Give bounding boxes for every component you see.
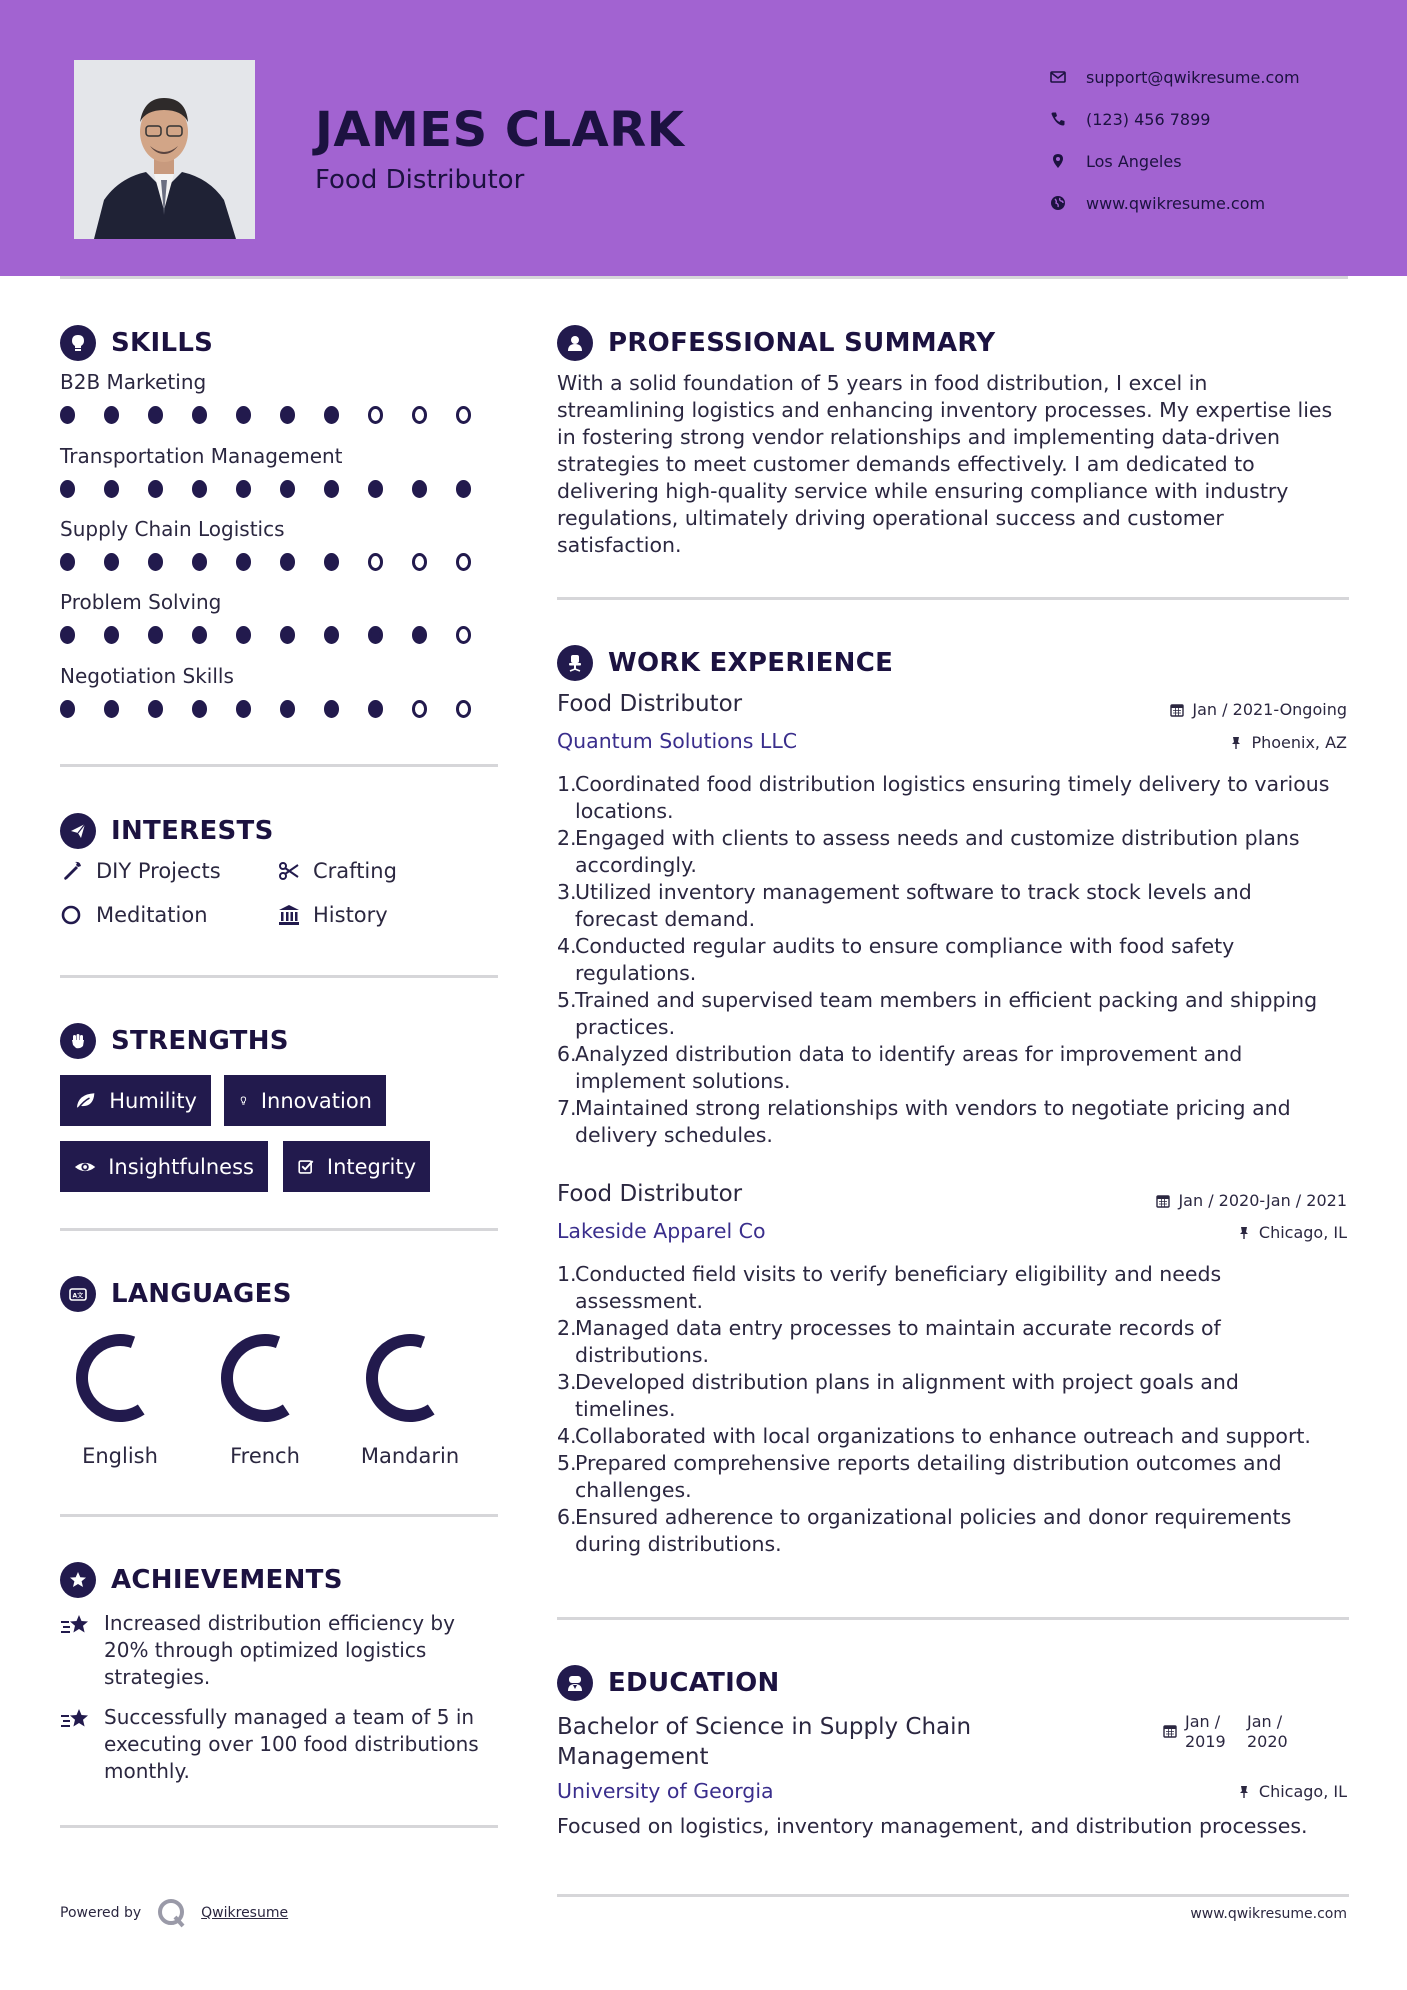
rating-dot-filled	[60, 406, 75, 424]
achievements-heading	[60, 1562, 343, 1598]
degree-line: Bachelor of Science in Supply Chain	[557, 1714, 972, 1740]
item-number: 6.	[557, 1505, 577, 1529]
rating-dot-filled	[104, 553, 119, 571]
language-item	[60, 1328, 180, 1468]
rating-dot-filled	[60, 480, 75, 498]
item-number: 3.	[557, 880, 577, 904]
job-location-text: Phoenix, AZ	[1251, 733, 1347, 752]
rating-dot-filled	[192, 553, 207, 571]
education-start	[1185, 1712, 1247, 1752]
powered-by-text: Powered by	[60, 1905, 142, 1921]
achievement-line: monthly.	[104, 1759, 190, 1783]
item-text	[575, 1423, 1311, 1450]
job-title: Food Distributor	[557, 1181, 743, 1207]
skill-rating	[60, 406, 500, 424]
section-divider	[557, 1617, 1349, 1620]
item-text	[575, 825, 1300, 879]
rating-dot-empty	[368, 553, 383, 571]
list-item	[557, 1041, 1347, 1095]
language-item	[205, 1328, 325, 1468]
interest-label: DIY Projects	[96, 859, 221, 883]
item-line: regulations.	[575, 961, 697, 985]
degree-line: Management	[557, 1744, 709, 1770]
item-line: implement solutions.	[575, 1069, 791, 1093]
rating-dot-filled	[192, 700, 207, 718]
skills-heading	[60, 325, 213, 361]
fist-icon	[60, 1023, 96, 1059]
strength-chip	[60, 1141, 268, 1192]
summary-line: streamlining logistics and enhancing inventory processes. My expertise lies	[557, 398, 1333, 422]
rating-dot-filled	[368, 626, 383, 644]
rating-dot-empty	[456, 626, 471, 644]
achievement-line: strategies.	[104, 1665, 211, 1689]
achievement-line: executing over 100 food distributions	[104, 1732, 479, 1756]
item-number: 5.	[557, 1451, 577, 1475]
lightbulb-icon	[238, 1089, 249, 1113]
qwikresume-logo-icon	[155, 1896, 189, 1930]
rating-dot-filled	[368, 480, 383, 498]
company-name[interactable]: Quantum Solutions LLC	[557, 729, 798, 753]
education-dates	[1163, 1712, 1288, 1752]
header-divider	[60, 276, 1348, 279]
summary-text	[557, 370, 1347, 559]
language-name: Mandarin	[360, 1444, 460, 1468]
section-divider	[60, 1825, 498, 1828]
item-line: Engaged with clients to assess needs and customize distribution plans	[575, 826, 1300, 850]
company-name[interactable]: Lakeside Apparel Co	[557, 1219, 766, 1243]
section-divider	[60, 975, 498, 978]
achievement-line: 20% through optimized logistics	[104, 1638, 427, 1662]
calendar-icon	[1156, 1194, 1170, 1208]
languages-heading	[60, 1276, 292, 1312]
rating-dot-filled	[412, 480, 427, 498]
item-text	[575, 1261, 1221, 1315]
date-part: 2019	[1185, 1732, 1226, 1751]
rating-dot-filled	[148, 480, 163, 498]
contact-website[interactable]	[1050, 182, 1390, 224]
footer-powered-by	[60, 1896, 288, 1930]
language-level-ring	[70, 1328, 170, 1428]
language-level-arc	[82, 1340, 141, 1416]
item-line: Trained and supervised team members in efficient packing and shipping	[575, 988, 1318, 1012]
strength-label: Humility	[109, 1088, 197, 1113]
rating-dot-filled	[236, 626, 251, 644]
languages-title: LANGUAGES	[111, 1279, 292, 1309]
strength-chip	[283, 1141, 430, 1192]
rating-dot-filled	[324, 700, 339, 718]
education-location	[1237, 1782, 1347, 1801]
rating-dot-filled	[324, 553, 339, 571]
item-text	[575, 1095, 1291, 1149]
interest-item	[277, 859, 397, 883]
pushpin-icon	[1229, 736, 1243, 750]
rating-dot-filled	[148, 553, 163, 571]
item-line: delivery schedules.	[575, 1123, 773, 1147]
rating-dot-filled	[236, 480, 251, 498]
shooting-star-icon	[60, 1706, 92, 1734]
pushpin-icon	[1237, 1226, 1251, 1240]
language-level-ring	[360, 1328, 460, 1428]
rating-dot-filled	[60, 626, 75, 644]
item-number: 3.	[557, 1370, 577, 1394]
item-text	[575, 1450, 1282, 1504]
item-text	[575, 1315, 1221, 1369]
section-divider	[557, 597, 1349, 600]
interest-item	[60, 903, 208, 927]
office-chair-icon	[557, 645, 593, 681]
achievement-text	[104, 1704, 479, 1785]
summary-title: PROFESSIONAL SUMMARY	[608, 328, 996, 358]
skill-row	[60, 370, 500, 424]
item-line: locations.	[575, 799, 674, 823]
section-divider	[60, 1228, 498, 1231]
rating-dot-filled	[324, 626, 339, 644]
rating-dot-filled	[280, 626, 295, 644]
list-item	[557, 933, 1347, 987]
degree-title	[557, 1712, 971, 1772]
education-location-text: Chicago, IL	[1258, 1782, 1347, 1801]
interests-title: INTERESTS	[111, 816, 274, 846]
job-location	[1237, 1223, 1347, 1242]
job-dates	[1156, 1191, 1347, 1210]
item-line: Conducted regular audits to ensure compliance with food safety	[575, 934, 1235, 958]
item-text	[575, 933, 1234, 987]
phone-icon	[1050, 111, 1086, 127]
check-square-icon	[297, 1155, 315, 1179]
candidate-title: Food Distributor	[315, 165, 525, 195]
contact-email[interactable]	[1050, 56, 1390, 98]
wrench-icon	[60, 859, 84, 883]
strength-chip	[224, 1075, 386, 1126]
list-item	[557, 825, 1347, 879]
circle-icon	[60, 903, 84, 927]
contact-phone-text: (123) 456 7899	[1086, 109, 1211, 129]
rating-dot-filled	[60, 700, 75, 718]
footer-url[interactable]: www.qwikresume.com	[1190, 1906, 1347, 1922]
rating-dot-filled	[192, 626, 207, 644]
globe-icon	[1050, 195, 1086, 211]
paper-plane-icon	[60, 813, 96, 849]
item-line: Developed distribution plans in alignment with project goals and	[575, 1370, 1239, 1394]
interest-item	[60, 859, 221, 883]
rating-dot-filled	[104, 406, 119, 424]
strength-label: Innovation	[260, 1088, 372, 1113]
list-item	[557, 1315, 1347, 1369]
skill-rating	[60, 553, 500, 571]
summary-heading	[557, 325, 995, 361]
achievement-item	[60, 1610, 500, 1691]
rating-dot-filled	[324, 406, 339, 424]
strength-label: Integrity	[326, 1154, 416, 1179]
education-heading	[557, 1665, 780, 1701]
achievement-text	[104, 1610, 455, 1691]
rating-dot-filled	[412, 626, 427, 644]
education-title: EDUCATION	[608, 1668, 780, 1698]
skill-rating	[60, 480, 500, 498]
calendar-icon	[1170, 703, 1184, 717]
item-text	[575, 1504, 1291, 1558]
list-item	[557, 1450, 1347, 1504]
job-title: Food Distributor	[557, 691, 743, 717]
rating-dot-filled	[148, 626, 163, 644]
interest-label: Meditation	[96, 903, 208, 927]
rating-dot-filled	[148, 700, 163, 718]
rating-dot-filled	[280, 553, 295, 571]
item-line: forecast demand.	[575, 907, 756, 931]
rating-dot-empty	[412, 553, 427, 571]
rating-dot-filled	[280, 700, 295, 718]
education-description: Focused on logistics, inventory management, and distribution processes.	[557, 1814, 1308, 1838]
interest-label: Crafting	[313, 859, 397, 883]
rating-dot-filled	[192, 480, 207, 498]
user-icon	[557, 325, 593, 361]
date-part: 2020	[1247, 1732, 1288, 1751]
interest-item	[277, 903, 388, 927]
achievement-line: Increased distribution efficiency by	[104, 1611, 455, 1635]
skill-name: Negotiation Skills	[60, 664, 234, 688]
rating-dot-filled	[192, 406, 207, 424]
date-part: Jan /	[1185, 1712, 1221, 1731]
achievement-item	[60, 1704, 500, 1785]
contact-location	[1050, 140, 1390, 182]
item-number: 6.	[557, 1042, 577, 1066]
language-level-arc	[227, 1340, 286, 1416]
job-dates-text: Jan / 2021-Ongoing	[1192, 700, 1347, 719]
rating-dot-filled	[104, 626, 119, 644]
list-item	[557, 987, 1347, 1041]
summary-line: regulations, ultimately driving operational success and customer	[557, 506, 1224, 530]
list-item	[557, 879, 1347, 933]
strengths-title: STRENGTHS	[111, 1026, 289, 1056]
contact-website-text: www.qwikresume.com	[1086, 193, 1266, 213]
achievements-title: ACHIEVEMENTS	[111, 1565, 343, 1595]
item-line: assessment.	[575, 1289, 704, 1313]
calendar-icon	[1163, 1724, 1177, 1738]
item-number: 5.	[557, 988, 577, 1012]
section-divider	[557, 1894, 1349, 1897]
item-number: 1.	[557, 772, 577, 796]
shooting-star-icon	[60, 1612, 92, 1640]
item-line: accordingly.	[575, 853, 697, 877]
item-number: 1.	[557, 1262, 577, 1286]
section-divider	[60, 1514, 498, 1517]
star-badge-icon	[60, 1562, 96, 1598]
achievement-line: Successfully managed a team of 5 in	[104, 1705, 475, 1729]
brand-link[interactable]: Qwikresume	[201, 1905, 289, 1921]
section-divider	[60, 764, 498, 767]
lightbulb-icon	[60, 325, 96, 361]
language-card-icon	[60, 1276, 96, 1312]
job-location	[1229, 733, 1347, 752]
museum-icon	[277, 903, 301, 927]
rating-dot-filled	[104, 480, 119, 498]
skill-name: Transportation Management	[60, 444, 343, 468]
language-level-ring	[215, 1328, 315, 1428]
rating-dot-filled	[148, 406, 163, 424]
rating-dot-empty	[412, 700, 427, 718]
skill-name: B2B Marketing	[60, 370, 207, 394]
item-number: 2.	[557, 826, 577, 850]
item-line: Prepared comprehensive reports detailing distribution outcomes and	[575, 1451, 1282, 1475]
profile-photo	[74, 60, 255, 239]
item-number: 4.	[557, 934, 577, 958]
map-pin-icon	[1050, 153, 1086, 169]
job-dates	[1170, 700, 1347, 719]
list-item	[557, 1369, 1347, 1423]
rating-dot-filled	[104, 700, 119, 718]
item-line: challenges.	[575, 1478, 692, 1502]
rating-dot-filled	[280, 406, 295, 424]
item-text	[575, 771, 1329, 825]
summary-line: in fostering strong vendor relationships and implementing data-driven	[557, 425, 1280, 449]
language-name: English	[82, 1444, 158, 1468]
responsibility-list	[557, 771, 1347, 1149]
item-number: 2.	[557, 1316, 577, 1340]
rating-dot-filled	[236, 700, 251, 718]
summary-line: strategies to meet customer demands effectively. I am dedicated to	[557, 452, 1255, 476]
graduate-icon	[557, 1665, 593, 1701]
contact-location-text: Los Angeles	[1086, 151, 1182, 171]
skills-title: SKILLS	[111, 328, 214, 358]
job-location-text: Chicago, IL	[1258, 1223, 1347, 1242]
item-number: 7.	[557, 1096, 577, 1120]
item-text	[575, 879, 1252, 933]
summary-line: With a solid foundation of 5 years in food distribution, I excel in	[557, 371, 1208, 395]
rating-dot-empty	[368, 406, 383, 424]
pushpin-icon	[1237, 1785, 1251, 1799]
summary-line: delivering high-quality service while ensuring compliance with industry	[557, 479, 1289, 503]
language-name: French	[230, 1444, 300, 1468]
eye-icon	[74, 1155, 96, 1179]
skill-name: Problem Solving	[60, 590, 222, 614]
rating-dot-empty	[412, 406, 427, 424]
experience-title: WORK EXPERIENCE	[608, 648, 894, 678]
rating-dot-filled	[324, 480, 339, 498]
rating-dot-empty	[456, 553, 471, 571]
rating-dot-filled	[456, 480, 471, 498]
candidate-name: JAMES CLARK	[315, 102, 685, 158]
resume-header	[0, 0, 1407, 276]
item-text	[575, 987, 1317, 1041]
summary-line: satisfaction.	[557, 533, 682, 557]
education-end	[1247, 1712, 1288, 1752]
portrait-image	[74, 60, 255, 239]
list-item	[557, 771, 1347, 825]
list-item	[557, 1504, 1347, 1558]
item-line: Analyzed distribution data to identify areas for improvement and	[575, 1042, 1243, 1066]
contact-phone[interactable]	[1050, 98, 1390, 140]
contact-list	[1050, 56, 1390, 224]
interests-heading	[60, 813, 274, 849]
school-name[interactable]: University of Georgia	[557, 1779, 774, 1803]
skill-row	[60, 444, 500, 498]
responsibility-list	[557, 1261, 1347, 1558]
item-text	[575, 1041, 1242, 1095]
date-part: Jan /	[1247, 1712, 1283, 1731]
skill-row	[60, 590, 500, 644]
skill-rating	[60, 700, 500, 718]
item-number: 4.	[557, 1424, 577, 1448]
rating-dot-empty	[456, 700, 471, 718]
skill-row	[60, 517, 500, 571]
svg-text:A文: A文	[72, 1292, 84, 1300]
item-line: timelines.	[575, 1397, 676, 1421]
rating-dot-filled	[236, 406, 251, 424]
strength-label: Insightfulness	[108, 1154, 254, 1179]
list-item	[557, 1095, 1347, 1149]
language-item	[350, 1328, 470, 1468]
rating-dot-filled	[368, 700, 383, 718]
item-line: practices.	[575, 1015, 676, 1039]
language-level-arc	[372, 1340, 431, 1416]
item-line: Coordinated food distribution logistics ensuring timely delivery to various	[575, 772, 1330, 796]
strength-chip	[60, 1075, 211, 1126]
item-line: Maintained strong relationships with vendors to negotiate pricing and	[575, 1096, 1291, 1120]
rating-dot-filled	[236, 553, 251, 571]
list-item	[557, 1261, 1347, 1315]
leaf-icon	[74, 1089, 97, 1113]
item-line: Ensured adherence to organizational policies and donor requirements	[575, 1505, 1292, 1529]
rating-dot-empty	[456, 406, 471, 424]
list-item	[557, 1423, 1347, 1450]
item-line: Collaborated with local organizations to enhance outreach and support.	[575, 1424, 1311, 1448]
skill-row	[60, 664, 500, 718]
item-line: Managed data entry processes to maintain accurate records of	[575, 1316, 1221, 1340]
rating-dot-filled	[60, 553, 75, 571]
scissors-icon	[277, 859, 301, 883]
skill-name: Supply Chain Logistics	[60, 517, 285, 541]
experience-heading	[557, 645, 893, 681]
item-line: Utilized inventory management software to track stock levels and	[575, 880, 1252, 904]
item-text	[575, 1369, 1239, 1423]
item-line: distributions.	[575, 1343, 710, 1367]
strengths-heading	[60, 1023, 289, 1059]
contact-email-text: support@qwikresume.com	[1086, 67, 1300, 87]
rating-dot-filled	[280, 480, 295, 498]
item-line: during distributions.	[575, 1532, 782, 1556]
interest-label: History	[313, 903, 388, 927]
skill-rating	[60, 626, 500, 644]
item-line: Conducted field visits to verify beneficiary eligibility and needs	[575, 1262, 1222, 1286]
envelope-icon	[1050, 69, 1086, 85]
job-dates-text: Jan / 2020-Jan / 2021	[1178, 1191, 1347, 1210]
